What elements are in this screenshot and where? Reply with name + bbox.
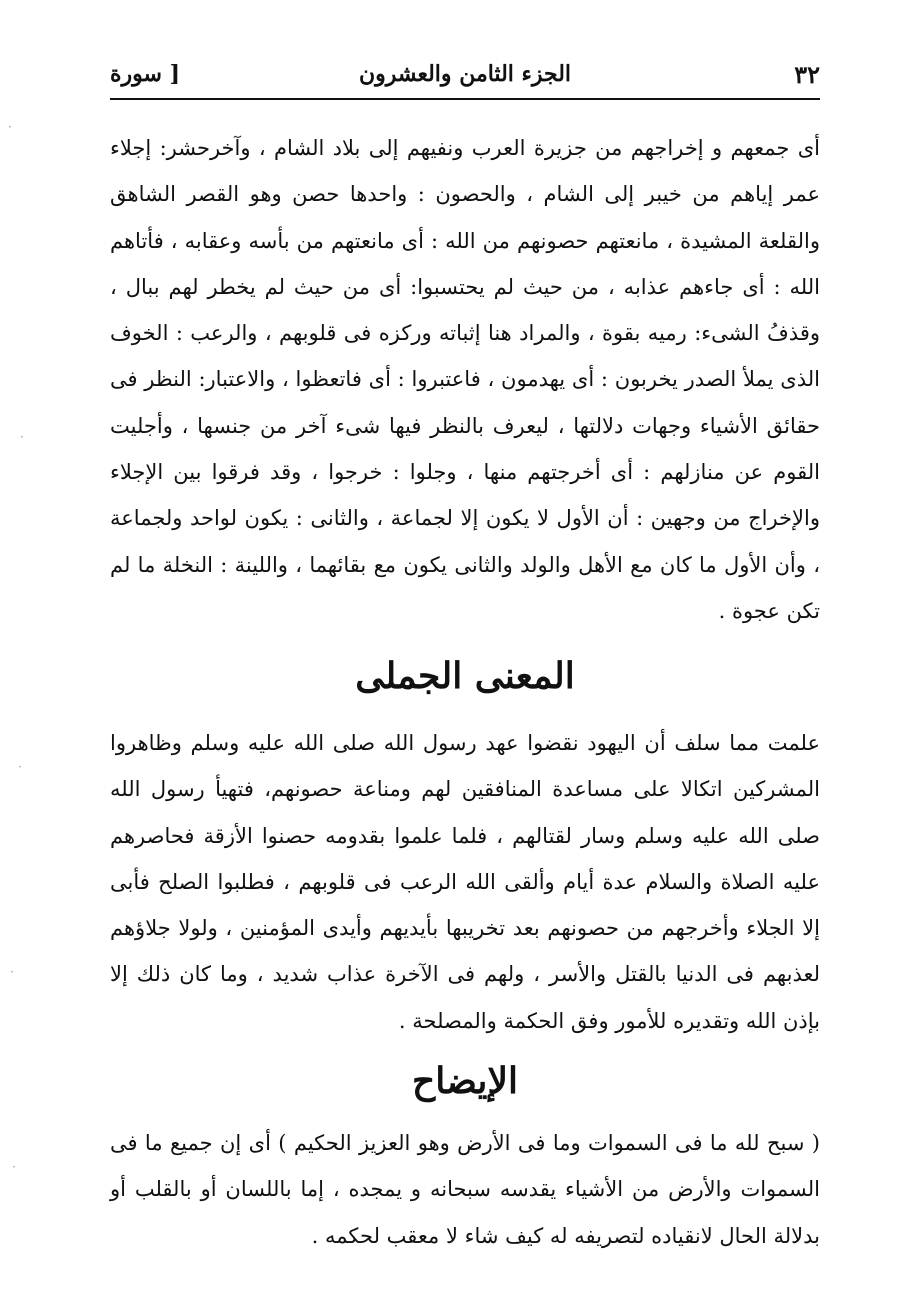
surah-label: [ سورة [110, 61, 181, 87]
margin-speck: · [8, 120, 12, 134]
margin-speck: · [20, 430, 24, 444]
vocabulary-block [110, 125, 820, 634]
explanation-block [110, 1120, 820, 1259]
vocabulary-paragraph: أى جمعهم و إخراجهم من جزيرة العرب ونفيهم إلى بلاد الشام ، وآخرحشر: إجلاء عمر إياهم من خيبر إلى الشام ، والحصون : واحدها حصن وهو القصر الشاهق والقلعة المشيدة ، مانعتهم حصونهم من الله : أى مانعتهم من بأسه وعقابه ، فأتاهم الله : أى جاءهم عذابه ، من حيث لم يحتسبوا: أى من حيث لم يخطر لهم ببال ، وقذفُ الشىء: رميه بقوة ، والمراد هنا إثباته وركزه فى قلوبهم ، والرعب : الخوف الذى يملأ الصدر يخربون : أى يهدمون ، فاعتبروا : أى فاتعظوا ، والاعتبار: النظر فى حقائق الأشياء وجهات دلالتها ، ليعرف بالنظر فيها شىء آخر من جنسها ، وأجليت القوم عن منازلهم : أى أخرجتهم منها ، وجلوا : خرجوا ، وقد فرقوا بين الإجلاء والإخراج من وجهين : أن الأول لا يكون إلا لجماعة ، والثانى : يكون لواحد ولجماعة ، وأن الأول ما كان مع الأهل والولد والثانى يكون مع بقائهما ، واللينة : النخلة ما لم تكن عجوة . [110, 136, 820, 623]
general-meaning-block [110, 720, 820, 1044]
general-meaning-heading: المعنى الجملى [355, 655, 575, 697]
running-title: الجزء الثامن والعشرون [358, 61, 572, 87]
book-page [110, 40, 820, 1280]
margin-speck: · [10, 965, 14, 979]
header-rule [110, 98, 820, 100]
page-header [110, 50, 820, 98]
page-number: ٣٢ [794, 59, 820, 89]
margin-speck: · [18, 760, 22, 774]
explanation-heading: الإيضاح [412, 1060, 518, 1102]
margin-speck: · [12, 1160, 16, 1174]
general-meaning-paragraph: علمت مما سلف أن اليهود نقضوا عهد رسول الله صلى الله عليه وسلم وظاهروا المشركين اتكالا على مساعدة المنافقين لهم ومناعة حصونهم، فتهيأ رسول الله صلى الله عليه وسلم وسار لقتالهم ، فلما علموا بقدومه حصنوا الأزقة فحاصرهم عليه الصلاة والسلام عدة أيام وألقى الله الرعب فى قلوبهم ، فطلبوا الصلح فأبى إلا الجلاء وأخرجهم من حصونهم بعد تخريبها بأيديهم وأيدى المؤمنين ، ولولا جلاؤهم لعذبهم فى الدنيا بالقتل والأسر ، ولهم فى الآخرة عذاب شديد ، وما كان ذلك إلا بإذن الله وتقديره للأمور وفق الحكمة والمصلحة . [110, 731, 820, 1033]
explanation-paragraph: ( سبح لله ما فى السموات وما فى الأرض وهو العزيز الحكيم ) أى إن جميع ما فى السموات والأرض من الأشياء يقدسه سبحانه و يمجده ، إما باللسان أو بالقلب أو بدلالة الحال لانقياده لتصريفه له كيف شاء لا معقب لحكمه . [110, 1131, 820, 1248]
